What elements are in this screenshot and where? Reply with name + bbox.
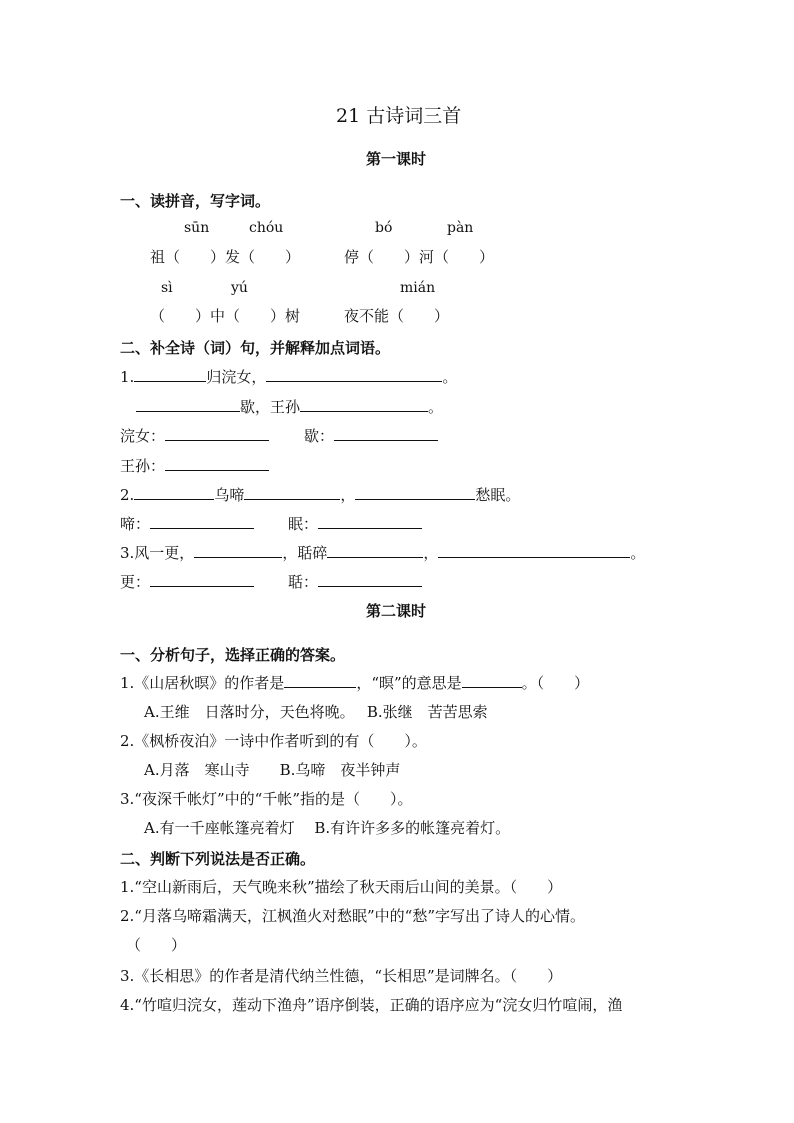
pinyin-yu: yú <box>231 280 248 296</box>
pinyin-si: sì <box>161 280 173 296</box>
l1-section1-heading: 一、读拼音，写字词。 <box>120 192 271 210</box>
choice-options-2: A.月落 寒山寺 B.乌啼 夜半钟声 <box>144 761 401 779</box>
def-mian <box>288 513 422 534</box>
pinyin-bo: bó <box>375 220 393 236</box>
def-ti <box>120 513 254 534</box>
def-label: 啼： <box>120 515 151 533</box>
q1-text2: ，“暝”的意思是 <box>356 674 462 692</box>
answer-blank[interactable] <box>244 484 340 500</box>
q3-comma: ， <box>423 544 439 562</box>
q1-text: 1.《山居秋暝》的作者是 <box>120 674 285 692</box>
def-label: 更： <box>120 573 151 591</box>
answer-blank[interactable] <box>284 672 356 688</box>
def-label: 聒： <box>288 573 319 591</box>
answer-blank[interactable] <box>318 513 422 529</box>
def-label: 浣女： <box>120 427 166 445</box>
answer-blank[interactable] <box>136 396 240 412</box>
judge-item-paren: （ ） <box>126 936 187 954</box>
judge-item: 3.《长相思》的作者是清代纳兰性德，“长相思”是词牌名。（ ） <box>120 967 563 985</box>
q1-text2: 歇，王孙 <box>240 398 301 416</box>
judge-item: 4.“竹喧归浣女，莲动下渔舟”语序倒装，正确的语序应为“浣女归竹喧闹，渔 <box>120 996 623 1014</box>
pinyin-sun: sūn <box>184 220 210 236</box>
q2-comma: ， <box>340 486 356 504</box>
lesson2-heading: 第二课时 <box>366 602 427 620</box>
q2-text: 乌啼 <box>214 486 245 504</box>
pinyin-pan: pàn <box>447 220 474 236</box>
def-wangsun <box>120 455 269 476</box>
q2-number: 2. <box>120 486 135 504</box>
q1-end2: 。 <box>428 398 444 416</box>
words-row2-b: 夜不能（ ） <box>344 307 450 325</box>
answer-blank[interactable] <box>266 366 442 382</box>
def-xie <box>304 425 438 446</box>
answer-blank[interactable] <box>334 425 438 441</box>
choice-question-2: 2.《枫桥夜泊》一诗中作者听到的有（ ）。 <box>120 732 427 750</box>
choice-question-1 <box>120 672 589 693</box>
l2-section2-heading: 二、判断下列说法是否正确。 <box>120 850 316 868</box>
def-huannv <box>120 425 269 446</box>
q2-end: 愁眠。 <box>475 486 521 504</box>
answer-blank[interactable] <box>300 396 428 412</box>
judge-item: 1.“空山新雨后，天气晚来秋”描绘了秋天雨后山间的美景。（ ） <box>120 878 563 896</box>
answer-blank[interactable] <box>134 484 214 500</box>
choice-question-3: 3.“夜深千帐灯”中的“千帐”指的是（ ）。 <box>120 790 413 808</box>
answer-blank[interactable] <box>194 542 282 558</box>
words-row1-b: 停（ ）河（ ） <box>344 248 495 266</box>
q1-end: 。 <box>442 368 458 386</box>
def-label: 王孙： <box>120 457 166 475</box>
pinyin-chou: chóu <box>249 220 284 236</box>
q3-text2: ，聒碎 <box>282 544 328 562</box>
answer-blank[interactable] <box>134 366 206 382</box>
def-geng <box>120 571 254 592</box>
def-label: 眠： <box>288 515 319 533</box>
answer-blank[interactable] <box>462 672 522 688</box>
l1-section2-heading: 二、补全诗（词）句，并解释加点词语。 <box>120 339 391 357</box>
fill-question-1 <box>120 366 457 387</box>
q3-text: 3.风一更， <box>120 544 195 562</box>
q1-text: 归浣女， <box>206 368 267 386</box>
choice-options-3: A.有一千座帐篷亮着灯 B.有许许多多的帐篷亮着灯。 <box>144 819 511 837</box>
def-guo <box>288 571 422 592</box>
answer-blank[interactable] <box>165 455 269 471</box>
choice-options-1: A.王维 日落时分，天色将晚。 B.张继 苦苦思索 <box>144 703 488 721</box>
pinyin-mian: mián <box>400 280 436 296</box>
q1-number: 1. <box>120 368 135 386</box>
q3-end: 。 <box>630 544 646 562</box>
words-row2-a: （ ）中（ ）树 <box>150 307 301 325</box>
answer-blank[interactable] <box>150 571 254 587</box>
page-title: 21 古诗词三首 <box>336 105 462 127</box>
l2-section1-heading: 一、分析句子，选择正确的答案。 <box>120 646 346 664</box>
fill-question-1-line2 <box>136 396 443 417</box>
answer-blank[interactable] <box>165 425 269 441</box>
q1-end: 。（ ） <box>521 674 590 692</box>
fill-question-2 <box>120 484 520 505</box>
answer-blank[interactable] <box>150 513 254 529</box>
answer-blank[interactable] <box>355 484 475 500</box>
fill-question-3 <box>120 542 645 563</box>
judge-item: 2.“月落乌啼霜满天，江枫渔火对愁眠”中的“愁”字写出了诗人的心情。 <box>120 907 585 925</box>
lesson1-heading: 第一课时 <box>366 150 427 168</box>
answer-blank[interactable] <box>438 542 630 558</box>
answer-blank[interactable] <box>327 542 423 558</box>
words-row1-a: 祖（ ）发（ ） <box>150 248 301 266</box>
def-label: 歇： <box>304 427 335 445</box>
answer-blank[interactable] <box>318 571 422 587</box>
